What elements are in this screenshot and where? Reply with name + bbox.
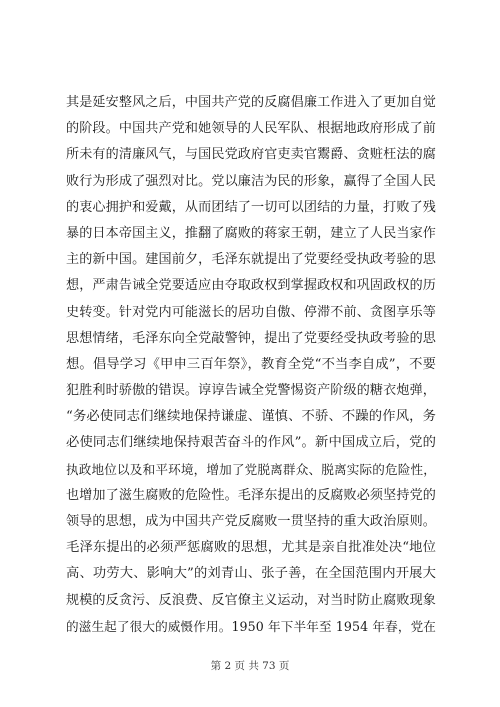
text-line: 败行为形成了强烈对比。党以廉洁为民的形象，赢得了全国人民 (66, 173, 436, 189)
text-line: 毛泽东提出的必须严惩腐败的思想，尤其是亲自批准处决“地位 (66, 540, 436, 556)
text-line: 所未有的清廉风气，与国民党政府官吏卖官鬻爵、贪赃枉法的腐 (66, 147, 436, 163)
text-line: 想，严肃告诫全党要适应由夺取政权到掌握政权和巩固政权的历 (66, 278, 436, 294)
text-line: 的衷心拥护和爱戴，从而团结了一切可以团结的力量，打败了残 (66, 199, 436, 215)
text-line: 执政地位以及和平环境，增加了党脱离群众、脱离实际的危险性， (66, 461, 436, 477)
page-number-footer: 第 2 页 共 73 页 (210, 660, 290, 672)
text-line: 的阶段。中国共产党和她领导的人民军队、根据地政府形成了前 (66, 121, 436, 137)
text-line: 思想情绪，毛泽东向全党敲警钟，提出了党要经受执政考验的思 (66, 330, 436, 346)
text-line: 领导的思想，成为中国共产党反腐败一贯坚持的重大政治原则。 (66, 514, 436, 529)
text-line: “务必使同志们继续地保持谦虚、谨慎、不骄、不躁的作风，务 (66, 409, 436, 425)
text-line: 也增加了滋生腐败的危险性。毛泽东提出的反腐败必须坚持党的 (66, 487, 436, 503)
text-line: 主的新中国。建国前夕，毛泽东就提出了党要经受执政考验的思 (66, 252, 436, 268)
text-line: 高、功劳大、影响大”的刘青山、张子善，在全国范围内开展大 (66, 566, 436, 582)
body-text (66, 90, 436, 640)
text-line: 想。倡导学习《甲申三百年祭》，教育全党“不当李自成”，不要 (66, 356, 436, 372)
text-line: 的滋生起了很大的威慑作用。1950 年下半年至 1954 年春，党在 (66, 618, 436, 634)
text-line: 其是延安整风之后，中国共产党的反腐倡廉工作进入了更加自觉 (66, 95, 436, 110)
text-line: 犯胜利时骄傲的错误。谆谆告诫全党警惕资产阶级的糖衣炮弹， (66, 383, 436, 399)
text-line: 规模的反贪污、反浪费、反官僚主义运动，对当时防止腐败现象 (66, 592, 436, 608)
text-line: 暴的日本帝国主义，推翻了腐败的蒋家王朝，建立了人民当家作 (66, 225, 436, 241)
text-line: 史转变。针对党内可能滋长的居功自傲、停滞不前、贪图享乐等 (66, 304, 436, 320)
text-line: 必使同志们继续地保持艰苦奋斗的作风”。新中国成立后，党的 (66, 435, 436, 451)
